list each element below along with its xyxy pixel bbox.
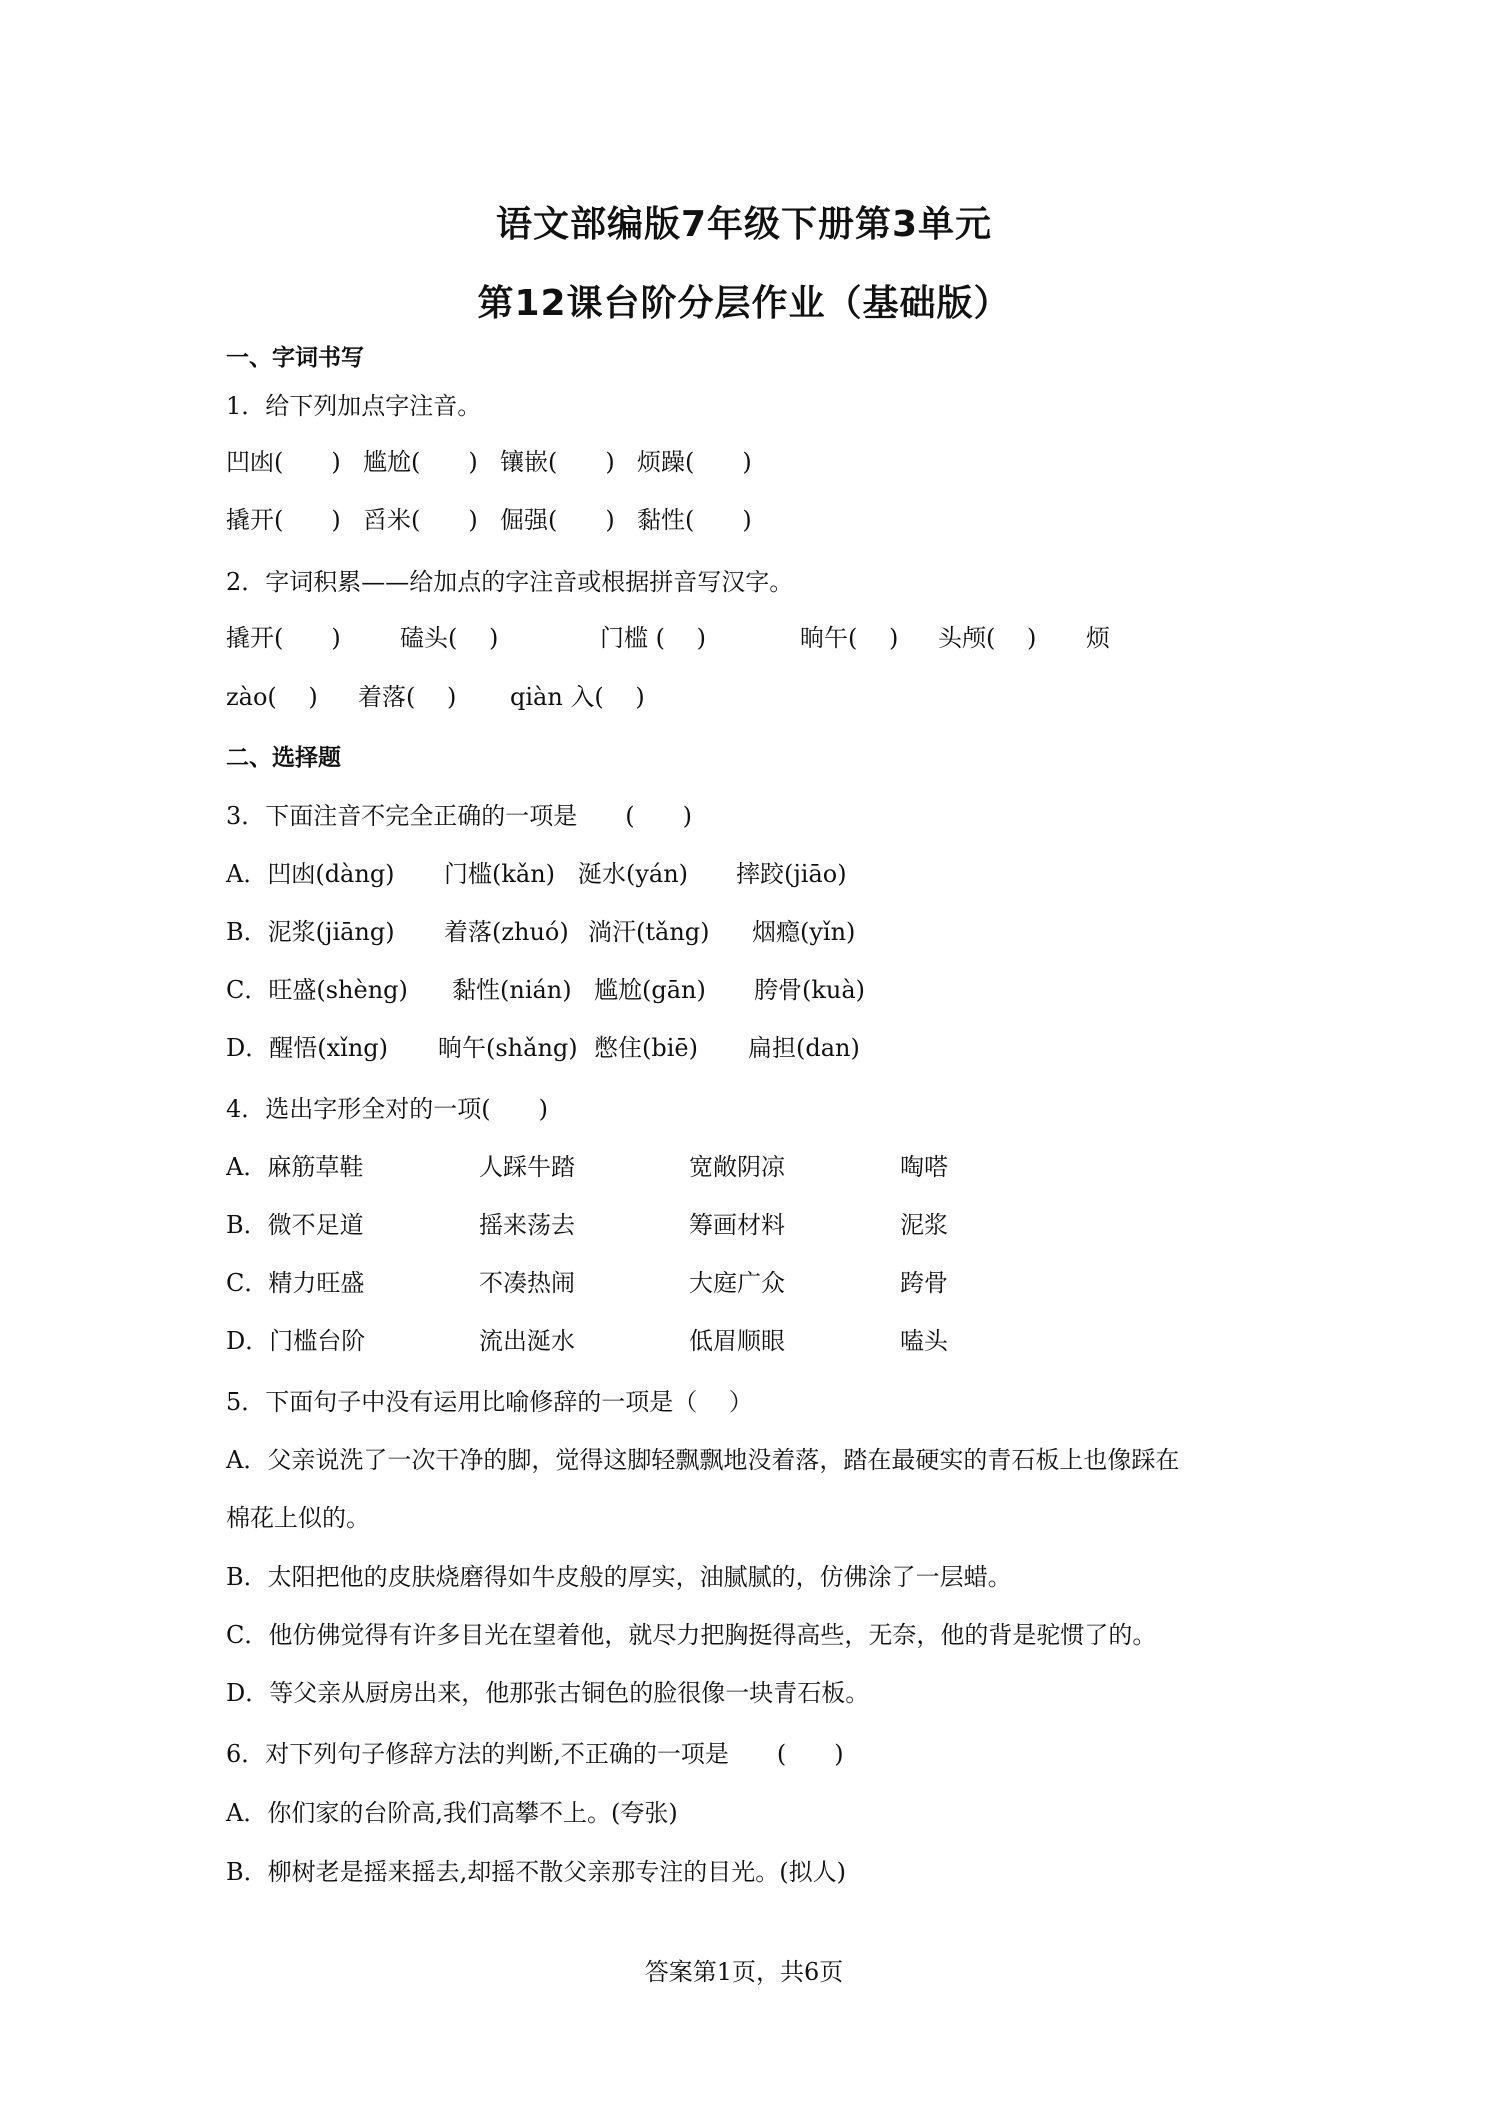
q4-cell: B．微不足道 bbox=[226, 1211, 364, 1239]
q4-cell: 筹画材料 bbox=[689, 1211, 785, 1239]
q4-cell: C．精力旺盛 bbox=[226, 1269, 365, 1297]
q3-cell: 摔跤(jiāo) bbox=[736, 860, 847, 888]
section-heading-2: 二、选择题 bbox=[226, 745, 341, 771]
q3-cell: 扁担(dan) bbox=[748, 1034, 860, 1062]
q3-cell: 烟瘾(yǐn) bbox=[752, 918, 856, 946]
q4-cell: 人踩牛踏 bbox=[479, 1153, 575, 1181]
q3-cell: 涎水(yán) bbox=[578, 860, 689, 888]
q4-cell: 摇来荡去 bbox=[479, 1211, 575, 1239]
q3-cell: 尴尬(gān) bbox=[594, 976, 706, 1004]
q3-cell: 门槛(kǎn) bbox=[444, 860, 556, 888]
q4-cell: 啕嗒 bbox=[900, 1153, 948, 1181]
q1-prompt: 1．给下列加点字注音。 bbox=[226, 392, 482, 420]
q4-cell: 流出涎水 bbox=[479, 1327, 575, 1355]
q6-option-b: B．柳树老是摇来摇去,却摇不散父亲那专注的目光。(拟人) bbox=[226, 1858, 846, 1886]
title-line-2: 第12课台阶分层作业（基础版） bbox=[477, 283, 1011, 324]
q3-cell: 憋住(biē) bbox=[594, 1034, 698, 1062]
q2-prompt: 2．字词积累——给加点的字注音或根据拼音写汉字。 bbox=[226, 568, 794, 596]
q1-item: 凹凼( ) bbox=[226, 448, 341, 476]
q4-cell: 跨骨 bbox=[900, 1269, 948, 1297]
q2-item: 门槛 ( ) bbox=[600, 624, 706, 652]
q1-item: 舀米( ) bbox=[363, 506, 478, 534]
q5-option-d: D．等父亲从厨房出来，他那张古铜色的脸很像一块青石板。 bbox=[226, 1679, 870, 1707]
q2-item: 磕头( ) bbox=[400, 624, 499, 652]
q4-cell: 大庭广众 bbox=[689, 1269, 785, 1297]
q3-cell: 黏性(nián) bbox=[452, 976, 572, 1004]
q5-option-c: C．他仿佛觉得有许多目光在望着他，就尽力把胸挺得高些，无奈，他的背是驼惯了的。 bbox=[226, 1621, 1157, 1649]
q3-cell: B．泥浆(jiāng) bbox=[226, 918, 395, 946]
q2-item: zào( ) bbox=[226, 683, 318, 711]
q4-cell: 宽敞阴凉 bbox=[689, 1153, 785, 1181]
q4-cell: A．麻筋草鞋 bbox=[226, 1153, 364, 1181]
q2-item: 烦 bbox=[1086, 624, 1110, 652]
q5-option-b: B．太阳把他的皮肤烧磨得如牛皮般的厚实，油腻腻的，仿佛涂了一层蜡。 bbox=[226, 1563, 1012, 1591]
q4-cell: 不凑热闹 bbox=[479, 1269, 575, 1297]
q2-item: 着落( ) bbox=[358, 683, 457, 711]
q1-item: 尴尬( ) bbox=[363, 448, 478, 476]
q1-item: 镶嵌( ) bbox=[500, 448, 615, 476]
q2-item: qiàn 入( ) bbox=[510, 683, 645, 711]
q4-cell: D．门槛台阶 bbox=[226, 1327, 366, 1355]
q3-cell: A．凹凼(dàng) bbox=[226, 860, 395, 888]
q1-item: 烦躁( ) bbox=[637, 448, 752, 476]
q6-prompt: 6．对下列句子修辞方法的判断,不正确的一项是 ( ) bbox=[226, 1740, 844, 1768]
q5-prompt: 5．下面句子中没有运用比喻修辞的一项是（ ） bbox=[226, 1388, 753, 1416]
q3-cell: 晌午(shǎng) bbox=[438, 1034, 578, 1062]
q1-item: 撬开( ) bbox=[226, 506, 341, 534]
q1-item: 黏性( ) bbox=[637, 506, 752, 534]
q3-cell: 着落(zhuó) bbox=[444, 918, 569, 946]
q3-cell: 胯骨(kuà) bbox=[754, 976, 866, 1004]
q2-item: 撬开( ) bbox=[226, 624, 341, 652]
q4-cell: 泥浆 bbox=[900, 1211, 948, 1239]
q3-cell: 淌汗(tǎng) bbox=[588, 918, 710, 946]
q2-item: 晌午( ) bbox=[800, 624, 899, 652]
q4-cell: 低眉顺眼 bbox=[689, 1327, 785, 1355]
q3-prompt: 3．下面注音不完全正确的一项是 ( ) bbox=[226, 802, 692, 830]
q6-option-a: A．你们家的台阶高,我们高攀不上。(夸张) bbox=[226, 1799, 678, 1827]
q4-prompt: 4．选出字形全对的一项( ) bbox=[226, 1095, 548, 1123]
page-footer: 答案第1页，共6页 bbox=[644, 1958, 844, 1986]
q5-option-a-line-2: 棉花上似的。 bbox=[226, 1504, 370, 1532]
q3-cell: C．旺盛(shèng) bbox=[226, 976, 408, 1004]
q1-item: 倔强( ) bbox=[500, 506, 615, 534]
q5-option-a-line-1: A．父亲说洗了一次干净的脚，觉得这脚轻飘飘地没着落，踏在最硬实的青石板上也像踩在 bbox=[226, 1446, 1180, 1474]
q3-cell: D．醒悟(xǐng) bbox=[226, 1034, 388, 1062]
section-heading-1: 一、字词书写 bbox=[226, 345, 364, 371]
q2-item: 头颅( ) bbox=[938, 624, 1037, 652]
title-line-1: 语文部编版7年级下册第3单元 bbox=[495, 204, 993, 245]
q4-cell: 嗑头 bbox=[900, 1327, 948, 1355]
